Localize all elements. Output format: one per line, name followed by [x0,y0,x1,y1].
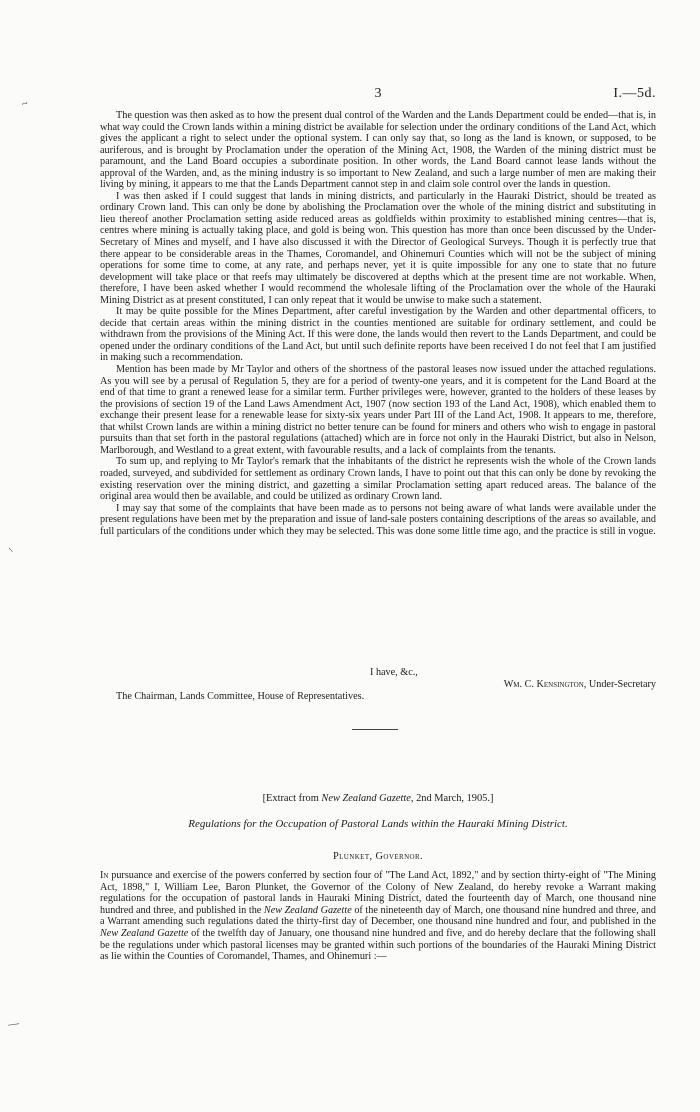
margin-mark: — [7,1017,20,1031]
margin-mark: ⸜ [8,542,14,554]
letter-paragraph: It may be quite possible for the Mines Department, after careful investigation by the Warden and other departmental officers, to decide that certain areas within the mining district in the counties mentioned are suitable for ordinary settlement, and could be withdrawn from the provisions of the Mining Act. If this were done, the lands would then revert to the Lands Department, and could be opened under the ordinary conditions of the Land Act, but until such definite reports have been received I do not feel that I am justified in making such a recommendation. [100,306,656,364]
page-header [100,86,656,102]
proclamation-text: of the nineteenth day of March, one thousand nine hundred and three, and a Warrant amending such regulations dated the thirty-first day of December, one thousand nine hundred and four, and published in the [100,904,656,928]
letter-paragraph: To sum up, and replying to Mr Taylor's remark that the inhabitants of the district he represents wish the whole of the Crown lands roaded, surveyed, and subdivided for settlement as ordinary Crown lands, I have to point out that this can only be done by revoking the existing reservation over the mining district, and gazetting a similar Proclamation setting apart reduced areas. The balance of the original area would then be available, and could be utilized as ordinary Crown land. [100,456,656,503]
addressee: The Chairman, Lands Committee, House of Representatives. [116,691,365,702]
page-number: 3 [374,86,382,101]
lead-in: In [100,870,109,881]
gazette-name: New Zealand Gazette [263,904,352,916]
signatory-title: , Under-Secretary [583,679,656,690]
letter-paragraph: The question was then asked as to how the present dual control of the Warden and the Lands Department could be ended—that is, in what way could the Crown lands within a mining district be available for selection under the ordinary conditions of the Land Act, which gives the applicant a right to select under the optional system. I can only say that, so long as the land is known, or supposed, to be auriferous, and is brought by Proclamation under the operation of the Mining Act, 1908, the Warden of the mining district must be paramount, and the Land Board occupies a subordinate position. In other words, the Land Board cannot lease lands without the approval of the Warden, and, as the mining industry is so important to New Zealand, and such a large number of men are making their living by mining, it appears to me that the Lands Department cannot step in and claim sole control over the lands in question. [100,110,656,191]
letter-paragraph: Mention has been made by Mr Taylor and others of the shortness of the pastoral leases now issued under the attached regulations. As you will see by a perusal of Regulation 5, they are for a period of twenty-one years, and it is competent for the Land Board at the end of that time to grant a renewed lease for a similar term. Further privileges were, however, granted to the holders of these leases by the provisions of section 19 of the Land Laws Amendment Act, 1907 (now section 193 of the Land Act, 1908), which enabled them to exchange their present lease for a renewable lease for sixty-six years under Part III of the Land Act, 1908. It appears to me, therefore, that whilst Crown lands are within a mining district no better tenure can be found for miners and others who wish to engage in pastoral pursuits than that set forth in the pastoral regulations (attached) which are in force not only in the Hauraki District, but also in Nelson, Marlborough, and Westland to a great extent, with favourable results, and a lack of complaints from the tenants. [100,364,656,456]
governor-line: Plunket, Governor. [332,851,424,862]
margin-mark: ~ [20,97,30,111]
gazette-name: New Zealand Gazette [100,927,189,939]
extract-close: , 2nd March, 1905.] [410,793,494,804]
signatory [100,679,674,691]
page-reference: I.—5d. [613,86,656,101]
extract-open: [Extract from [262,793,322,804]
proclamation-paragraph [100,870,656,963]
regulations-title: Regulations for the Occupation of Pastoral Lands within the Hauraki Mining District. [188,818,568,830]
letter-body [100,110,656,537]
letter-signoff: I have, &c., [370,667,418,678]
gazette-extract-note [100,793,656,804]
letter-paragraph: I was then asked if I could suggest that lands in mining districts, and particularly in the Hauraki District, should be treated as ordinary Crown land. This can only be done by abolishing the Proclamation over the whole of the mining district and substituting in lieu thereof another Proclamation setting aside reduced areas as goldfields within proximity to established mining centres—that is, centres where mining is actually taking place, and gold is being won. This question has more than once been discussed by the Under-Secretary of Mines and myself, and I have also discussed it with the Director of Geological Surveys. Though it is perfectly true that there appear to be considerable areas in the Thames, Coromandel, and Ohinemuri Counties which will not be the subject of mining operations for some time to come, at any rate, and perhaps never, yet it is quite impossible for any one to state that no future development will take place or that reefs may ultimately be discovered at depths which at the present time are not workable. When, therefore, I have been asked whether I would recommend the wholesale lifting of the Proclamation over the whole of the Hauraki Mining District as at present constituted, I can only repeat that it would be unwise to make such a statement. [100,190,656,306]
proclamation-text: of the twelfth day of January, one thousand nine hundred and five, and do hereby declare that the following shall be the regulations under which pastoral licenses may be granted within such portions of the boundaries of the Hauraki Mining District as lie within the Counties of Coromandel, Thames, and Ohinemuri :— [100,927,656,963]
gazette-name: New Zealand Gazette [321,793,411,804]
proclamation-body [100,870,656,963]
proclamation-text: pursuance and exercise of the powers conferred by section four of "The Land Act, 1892," and by section thirty-eight of "The Mining Act, 1898," I, William Lee, Baron Plunket, the Governor of the Colony of New Zealand, do hereby revoke a Warrant making regulations for the occupation of pastoral lands in Hauraki Mining District, dated the fourteenth day of March, one thousand nine hundred and three, and published in the [100,870,656,916]
signatory-name: Wm. C. Kensington [503,679,584,690]
section-divider [352,729,398,730]
letter-paragraph: I may say that some of the complaints that have been made as to persons not being aware of what lands were available under the present regulations have been met by the preparation and issue of land-sale posters containing descriptions of the areas so available, and full particulars of the conditions under which they may be selected. This was done some little time ago, and the practice is still in vogue. [100,502,656,537]
